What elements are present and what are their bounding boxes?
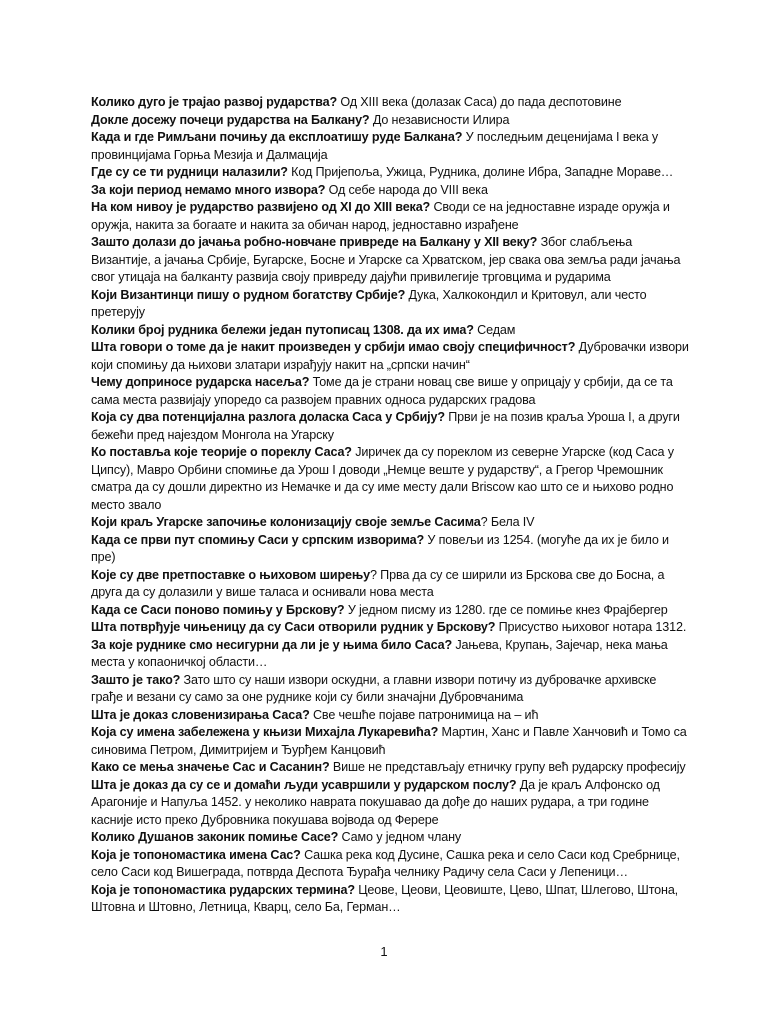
qa-item-13 <box>91 444 691 514</box>
question: Шта потврђује чињеницу да су Саси отворили рудник у Брскову? <box>91 620 496 634</box>
answer: ? Прва да су се ширили из Брскова све до Босна, а друга да су долазили у више таласа и оснивали нова места <box>91 567 665 599</box>
question: Шта је доказ словенизирања Саса? <box>91 707 310 722</box>
answer: Седам <box>473 322 516 337</box>
qa-item-6 <box>91 199 691 234</box>
qa-item-17 <box>91 602 691 620</box>
qa-item-16 <box>91 567 691 602</box>
qa-item-5 <box>91 182 691 200</box>
qa-item-1 <box>91 94 691 112</box>
qa-item-21 <box>91 707 691 725</box>
qa-item-25 <box>91 829 691 847</box>
qa-item-22 <box>91 724 691 759</box>
answer: Присуство њиховог нотара 1312. <box>495 620 687 634</box>
qa-item-23 <box>91 759 691 777</box>
answer: ? Бела IV <box>480 515 535 529</box>
answer: Да је краљ Алфонско од Арагоније и Напуља 1452. у неколико наврата покушавао да дође до наших рудара, а три године касније исто преко Дубровника покушава војвода од Ферере <box>91 777 660 827</box>
question: Шта је доказ да су се и домаћи људи усавршили у рударском послу? <box>91 777 517 792</box>
question: Која је топономастика рударских термина? <box>91 882 355 897</box>
question: Која су имена забележена у књизи Михаjла Лукаревића? <box>91 725 439 739</box>
page-number: 1 <box>380 944 388 959</box>
qa-item-4 <box>91 164 691 182</box>
qa-item-11 <box>91 374 691 409</box>
qa-item-20 <box>91 672 691 707</box>
qa-item-10 <box>91 339 691 374</box>
question: Како се мења значење Сас и Сасанин? <box>91 760 330 774</box>
qa-item-8 <box>91 287 691 322</box>
answer: Своди се на једноставне израде оружја и оружја, накита за богаате и накита за обичан народ, једноставно израђене <box>91 200 670 232</box>
qa-item-19 <box>91 637 691 672</box>
document-body <box>91 94 691 917</box>
qa-item-3 <box>91 129 691 164</box>
question: Докле досежу почеци рударства на Балкану? <box>91 112 370 127</box>
qa-item-9 <box>91 322 691 340</box>
question: Колики број рудника бележи један путописац 1308. да их има? <box>91 322 474 337</box>
answer: У једном писму из 1280. где се помиње кнез Фрајбергер <box>344 602 668 617</box>
question: Зашто долази до јачања робно-новчане привреде на Балкану у XII веку? <box>91 235 538 249</box>
answer: Зато што су наши извори оскудни, а главни извори потичу из дубровачке архивске грађе и везани су само за оне руднике који су били значајни Дубровчанима <box>91 672 657 704</box>
answer: У последњим деценијама I века у провинцијама Горња Мезија и Далмација <box>91 130 658 162</box>
question: Зашто је тако? <box>91 672 181 687</box>
question: Који краљ Угарске започиње колонизацију своје земље Сасима <box>91 515 481 529</box>
qa-item-14 <box>91 514 691 532</box>
qa-item-7 <box>91 234 691 287</box>
question: На ком нивоу је рударство развијено од XI до XIII века? <box>91 200 431 214</box>
answer: Мартин, Ханс и Павле Ханчовић и Томо са синовима Петром, Димитријем и Ђурђем Канцовић <box>91 725 687 757</box>
question: Ко поставља које теорије о пореклу Саса? <box>91 445 352 459</box>
question: Који Византинци пишу о рудном богатству Србије? <box>91 287 406 302</box>
answer: Дубровачки извори који спомињу да њихови златари израђују накит на „српски начин“ <box>91 340 689 372</box>
answer: Због слабљења Византије, а јачања Србије, Бугарске, Босне и Угарске са Хрватском, јер свака ова земља ради јачања свог утицаја на балканту развија своју привреду дајући привилегије трговцима и рударима <box>91 235 681 284</box>
question: Које су две претпоставке о њиховом ширењу <box>91 567 370 582</box>
answer: Први је на позив краља Уроша I, а други бежећи пред најездом Монгола на Угарску <box>91 410 680 442</box>
answer: Цеове, Цеови, Цеовиште, Цево, Шпат, Шлегово, Штона, Штовна и Штовно, Летница, Кварц, село Ба, Герман… <box>91 882 679 914</box>
qa-item-26 <box>91 847 691 882</box>
answer: У повељи из 1254. (могуће да их је било и пре) <box>91 532 669 564</box>
answer: До независности Илира <box>369 112 510 127</box>
answer: Јањева, Крупањ, Зајечар, нека мања места у копаоничкој области… <box>91 637 668 669</box>
answer: Све чешће појаве патронимица на – ић <box>309 707 539 722</box>
qa-item-24 <box>91 777 691 830</box>
question: За који период немамо много извора? <box>91 182 326 197</box>
answer: Од XIII века (долазак Саса) до пада деспотовине <box>337 95 622 109</box>
qa-item-15 <box>91 532 691 567</box>
question: За које руднике смо несигурни да ли је у њима било Саса? <box>91 637 453 652</box>
answer: Јиричек да су пореклом из северне Угарске (код Саса у Ципсу), Мавро Орбини спомиње да Урош I доводи „Немце веште у рударству“, а Грегор Чремошник сматра да су дошли директно из Немачке и да су име месту дали Briscow као што се и њихово родно место звало <box>91 445 674 512</box>
question: Када се Саси поново помињу у Брскову? <box>91 602 345 617</box>
question: Колико Душанов законик помиње Сасе? <box>91 830 339 844</box>
answer: Дука, Халкокондил и Критовул, али често претерују <box>91 287 647 319</box>
question: Када се први пут спомињу Саси у српским изворима? <box>91 532 425 547</box>
question: Која су два потенцијална разлога доласка Саса у Србију? <box>91 410 445 424</box>
answer: Само у једном члану <box>338 830 462 844</box>
qa-item-18 <box>91 619 691 637</box>
answer: Од себе народа до VIII века <box>325 182 488 197</box>
question: Чему доприносе рударска насеља? <box>91 375 310 389</box>
answer: Томе да је страни новац све више у оприцају у србији, да се та сама места развијају упоредо са развојем правних односа рударских градова <box>91 375 673 407</box>
answer: Сашка река код Дусине, Сашка река и село Саси код Сребрнице, село Саси код Вишеграда, потврда Деспота Ђурађа челнику Радичу села Саси у Лепеници… <box>91 847 680 879</box>
qa-item-12 <box>91 409 691 444</box>
question: Шта говори о томе да је накит произведен у србији имао своју специфичност? <box>91 340 576 354</box>
answer: Код Пријепоља, Ужица, Рудника, долине Ибра, Западне Мораве… <box>287 165 674 179</box>
qa-item-27 <box>91 882 691 917</box>
question: Која је топономастика имена Сас? <box>91 847 301 862</box>
question: Када и где Римљани почињу да експлоатишу руде Балкана? <box>91 130 463 144</box>
question: Колико дуго је трајао развој рударства? <box>91 95 338 109</box>
question: Где су се ти рудници налазили? <box>91 165 288 179</box>
answer: Више не представљају етничку групу већ рударску професију <box>329 760 686 774</box>
qa-item-2 <box>91 112 691 130</box>
